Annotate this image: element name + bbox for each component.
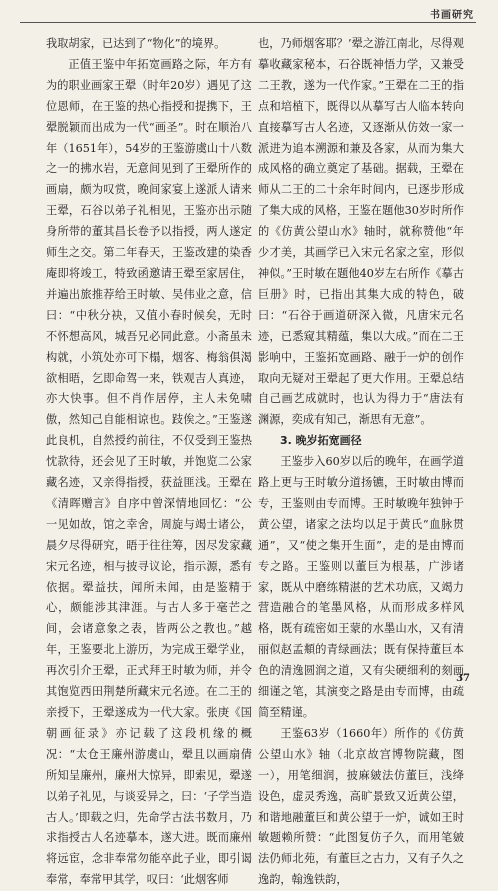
subheading-late-years: 3. 晚岁拓宽画径: [280, 434, 362, 448]
left-paragraph-continued: 我取胡家，已达到了“物化”的境界。: [46, 37, 226, 50]
section-title: 书画研究: [430, 10, 474, 21]
right-paragraph-painting-1660: 王鉴63岁（1660年）所作的《仿黄公望山水》轴（北京故宫博物院藏，图一），用笔细润，披麻皴法仿董巨，浅绛设色，虚灵秀逸，高旷景致又近黄公望，和谐地融董巨和黄公望于一炉，诚如王时敏题赖所赞：“此图复仿子久，而用笔皴法仍师北苑，有董巨之古力，又有子久之逸韵，翰逸铁韵，: [258, 726, 464, 887]
right-paragraph-continued: 也，乃师烟客耶？’翚之游江南北，尽得观摹收藏家秘本，石谷既神悟力学，又兼受二王教，遂为一代作家。”王翚在二王的指点和培植下，既得以从摹写古人临本转向直接摹写古人名迹，又逐渐从仿效一家一派进为追本溯源和兼及各家，从而为集大成风格的确立奠定了基础。据载，王翚在师从二王的二十余年时间内，已逐步形成了集大成的风格，王鉴在题他30岁时所作的《仿黄公望山水》轴时，就称赞他“年少才美，其画学已入宋元名家之室，形似神似。”王时敏在题他40岁左右所作《摹古巨册》时，已指出其集大成的特色，破曰：“石谷于画道研深入微，凡唐宋元名迹，已悉窥其精蕴，集以大成。”而在二王影响中，王鉴拓宽画路、融于一炉的创作取向无疑对王翚起了更大作用。王翚总结自己画艺成就时，也认为得力于“唐法有渊源，奕成有知己，渐思有无意”。: [258, 37, 464, 427]
left-paragraph-wang-hui: 正值王鉴中年拓宽画路之际，年方有为的职业画家王翚（时年20岁）遇见了这位恩师，在王鉴的热心指授和提携下，王翚脱颖而出成为一代“画圣”。时在顺治八年（1651年），54岁的王鉴游虞山十八数之一的拂水岩，无意间见到了王翚所作的画扇，颇为叹赏，晚间家宴上遂派人请来王翚，石谷以弟子礼相见，王鉴亦出示随身所带的董其昌长卷予以指授，两人遂定师生之交。第二年春天，王鉴改建的染香庵即将竣工，特致函邀请王翚至家居住，并遍出旅推荐给王时敏、吴伟业之意，信曰：“中秋分袂，又值小春时候矣，无时不怀想高风，城吾兄必同此意。小斋虽未构就，小筑处亦可下榻，烟客、梅翁俱渴欲相晤，乞即命驾一来，铁观吉人真迹，亦大快事。但不肖作居停，主人未免啸傲，然知己自能相谅也。跂俟之。”王鉴遂此良机，自然授约前往，不仅受到王鉴热忱款待，还会见了王时敏，并饱览二公家藏名迹，又亲得指授，获益匪浅。王翚在《清晖赠言》自序中曾深情地回忆：“公一见如故，馆之幸舍，周旋与竭士诸公，晨夕尽得研究，晤于往往筹，因尽发家藏宋元名迹，相与披寻议论，指示源，悉有依据。翚益扶，闻所未闻，由是鉴精于心，颇能涉其津涯。与古人多于毫芒之间，会诸意象之表，皆两公之教也。”越年，王鉴要北上游历，为完成王翚学业，再次引介王翚，正式拜王时敏为师，并令其饱览西田荆楚所藏宋元名迹。在二王的亲授下，王翚遂成为一代大家。张庚《国朝画征录》亦记载了这段机缘的概况：“太仓王廉州游虞山，翚且以画扇倩所知呈廉州，廉州大惊异，即索见，翚遂以弟子礼见，与谈妥异之，曰：‘子学当造古人。’即载之归，先命学古法书数月，乃求指授古人名迹摹本，遂大进。既而廉州将远宦，念非奉常勿能卒此子业，即引谒奉常，奉常甲其学，叹曰：‘此烟客师: [46, 57, 252, 887]
header-divider: [20, 22, 476, 23]
right-paragraph-late-years: 王鉴步入60岁以后的晚年，在画学道路上更与王时敏分道扬镳，王时敏由博而专，王鉴则由专而博。王时敏晚年独钟于黄公望，诸家之法均以足于黄氏“血脉贯通”，又“使之集开生面”，走的是由博而专之路。王鉴则以董巨为根基，广涉诸家，既从中磨练精湛的艺术功底，又竭力营造融合的笔墨风格，从而形成多样风格，既有疏密如王蒙的水墨山水，又有清丽似赵孟頫的青绿画法；既有保持董巨本色的清逸圆润之道，又有尖硬细利的刻画细谨之笔，其演变之路是由专而博，由疏简至精谨。: [258, 455, 464, 719]
right-column: [258, 34, 464, 891]
left-column: [46, 34, 252, 891]
page-header: [0, 0, 498, 24]
page-number: 37: [456, 673, 470, 684]
